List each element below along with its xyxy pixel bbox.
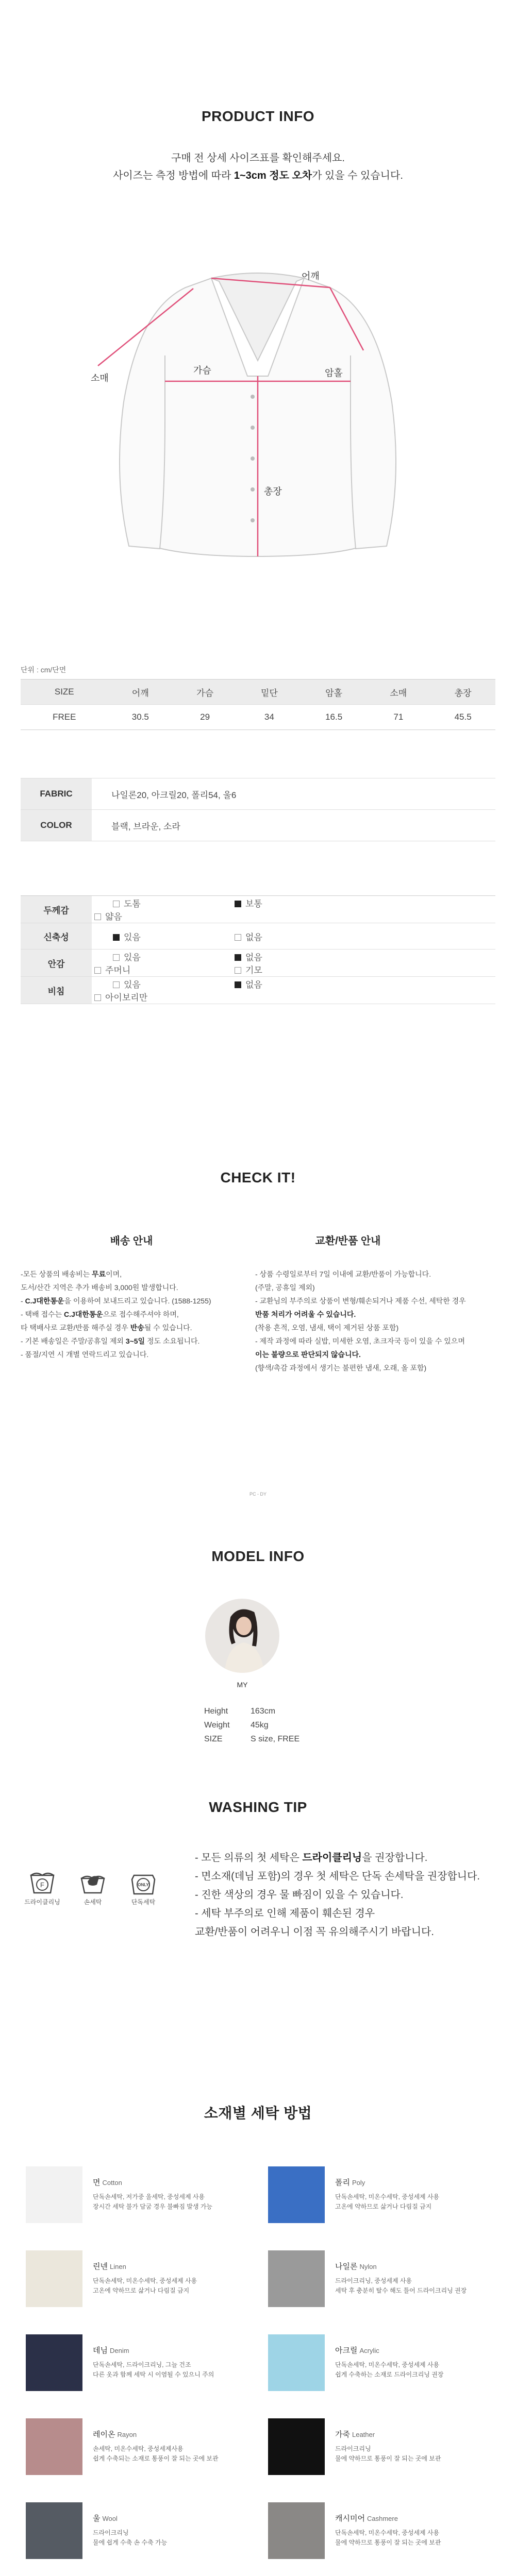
fabric-name: 가죽 Leather	[335, 2430, 375, 2439]
size-header: 암홀	[302, 680, 367, 705]
option-label: 신축성	[21, 923, 92, 950]
model-size: SIZE S size, FREE	[204, 1735, 300, 1743]
exchange-list	[255, 1267, 466, 1375]
chest-label: 가슴	[193, 365, 211, 376]
option-choice: 있음	[92, 930, 232, 943]
list-item: (착용 흔적, 오염, 냄새, 택이 제거된 상품 포함)	[255, 1324, 399, 1332]
size-cell: 45.5	[430, 705, 495, 730]
option-choice: 있음	[92, 977, 232, 990]
wash-line: - 모든 의류의 첫 세탁은 드라이클리닝을 권장합니다.	[195, 1852, 428, 1863]
size-notice-line2: 사이즈는 측정 방법에 따라 1~3cm 정도 오차가 있을 수 있습니다.	[113, 170, 403, 181]
option-choice: 없음	[232, 930, 373, 943]
unchecked-box-icon	[113, 901, 120, 907]
option-choice: 있음	[92, 950, 232, 963]
fabric-name: 린넨 Linen	[93, 2262, 126, 2271]
checked-box-icon	[235, 901, 241, 907]
size-cell: 29	[173, 705, 237, 730]
table-row	[21, 977, 495, 1004]
checked-box-icon	[235, 954, 241, 961]
svg-text:F: F	[40, 1881, 44, 1889]
dry-clean-icon: F 드라이클리닝	[16, 1870, 68, 1906]
fabric-swatch	[26, 2334, 82, 2391]
size-notice-line1: 구매 전 상세 사이즈표를 확인해주세요.	[171, 152, 345, 164]
model-avatar	[204, 1597, 281, 1674]
model-info-title: MODEL INFO	[211, 1548, 305, 1564]
list-item: - C.J대한통운을 이용하여 보내드리고 있습니다. (1588-1255)	[21, 1297, 211, 1305]
fabric-name: 면 Cotton	[93, 2178, 122, 2187]
unchecked-box-icon	[113, 981, 120, 988]
size-unit: 단위 : cm/단면	[21, 666, 66, 674]
checked-box-icon	[235, 981, 241, 988]
list-item: - 기본 배송일은 주말/공휴일 제외 3~5일 정도 소요됩니다.	[21, 1337, 200, 1345]
length-label: 총장	[264, 486, 282, 497]
fabric-swatch	[26, 2166, 82, 2223]
measurement-diagram	[93, 247, 423, 598]
list-item: 도서/산간 지역은 추가 배송비 3,000원 발생합니다.	[21, 1283, 178, 1292]
list-item: - 택배 접수는 C.J대한통운으로 접수해주셔야 하며,	[21, 1310, 179, 1318]
option-choice: 얇음	[92, 909, 232, 922]
option-choice: 기모	[232, 963, 373, 976]
sleeve-label: 소매	[91, 373, 109, 383]
fabric-swatch	[268, 2166, 325, 2223]
option-label: 안감	[21, 950, 92, 977]
list-item: (주말, 공휴일 제외)	[255, 1283, 315, 1292]
fabric-name: 레이온 Rayon	[93, 2430, 137, 2439]
fabric-description: 단독손세탁, 미온수세탁, 중성세제 사용 쉽게 수축하는 소재로 드라이크리닝 권장	[335, 2361, 444, 2378]
fabric-name: 폴리 Poly	[335, 2178, 365, 2187]
fabric-swatch	[26, 2250, 82, 2307]
unchecked-box-icon	[235, 967, 241, 974]
unchecked-box-icon	[113, 954, 120, 961]
fabric-description: 단독손세탁, 미온수세탁, 중성세제 사용 고온에 약하므로 삶거나 다림질 금지	[93, 2277, 197, 2294]
fabric-description: 드라이크리닝 물에 약하므로 통풍이 잘 되는 곳에 보관	[335, 2445, 441, 2462]
materials-title: 소재별 세탁 방법	[204, 2105, 312, 2121]
unchecked-box-icon	[94, 994, 101, 1001]
list-item: 반품 처리가 어려울 수 있습니다.	[255, 1310, 356, 1318]
fabric-name: 나일론 Nylon	[335, 2262, 377, 2271]
option-choice: 없음	[232, 950, 373, 963]
hand-wash-icon: 손세탁	[67, 1870, 119, 1906]
washing-tip-title: WASHING TIP	[209, 1799, 307, 1815]
list-item: - 교환님의 부주의로 상품이 변형/훼손되거나 제품 수선, 세탁한 경우	[255, 1297, 466, 1305]
wash-line: 교환/반품이 어려우니 이점 꼭 유의해주시기 바랍니다.	[195, 1926, 434, 1938]
svg-text:ONLY: ONLY	[138, 1883, 149, 1887]
size-header: 밑단	[237, 680, 302, 705]
shoulder-label: 어깨	[302, 271, 320, 281]
size-cell: 34	[237, 705, 302, 730]
fabric-swatch	[268, 2334, 325, 2391]
option-choice: 없음	[232, 977, 373, 990]
fabric-swatch	[268, 2418, 325, 2475]
fabric-swatch	[268, 2250, 325, 2307]
table-row	[21, 950, 495, 977]
option-choice: 도톰	[92, 896, 232, 909]
fabric-name: 캐시미어 Cashmere	[335, 2514, 398, 2523]
wash-line: - 세탁 부주의로 인해 제품이 훼손된 경우	[195, 1908, 375, 1919]
table-row	[21, 896, 495, 923]
option-choice: 아이보리만	[92, 990, 232, 1003]
option-choice: 주머니	[92, 963, 232, 976]
check-it-title: CHECK IT!	[220, 1170, 296, 1185]
list-item: - 제작 과정에 따라 실밥, 미세한 오염, 초크자국 등이 있을 수 있으며	[255, 1337, 465, 1345]
fabric-value: 나일론20, 아크릴20, 폴리54, 울6	[92, 778, 495, 810]
size-cell: 16.5	[302, 705, 367, 730]
fabric-description: 단독손세탁, 드라이크리닝, 그늘 건조 다른 옷과 함께 세탁 시 이염될 수 있으니 주의	[93, 2361, 214, 2378]
washing-tips	[195, 1849, 480, 1941]
fabric-name: 아크릴 Acrylic	[335, 2346, 379, 2355]
wash-line: - 진한 색상의 경우 물 빠짐이 있을 수 있습니다.	[195, 1889, 404, 1901]
fabric-name: 데님 Denim	[93, 2346, 129, 2355]
list-item: - 상품 수령일로부터 7일 이내에 교환/반품이 가능합니다.	[255, 1270, 431, 1278]
option-choice: 보통	[232, 896, 373, 909]
option-label: 두께감	[21, 896, 92, 923]
fabric-swatch	[268, 2502, 325, 2559]
fabric-name: 울 Wool	[93, 2514, 118, 2523]
fabric-description: 드라이크리닝 물에 쉽게 수축 손 수축 가능	[93, 2529, 168, 2546]
fabric-description: 단독손세탁, 미온수세탁, 중성세제 사용 고온에 약하므로 삶거나 다림질 금지	[335, 2193, 440, 2210]
size-cell: 30.5	[108, 705, 173, 730]
exchange-title: 교환/반품 안내	[315, 1235, 381, 1247]
product-info-title: PRODUCT INFO	[201, 108, 315, 124]
size-header: 소매	[366, 680, 430, 705]
size-header: 가슴	[173, 680, 237, 705]
option-label: 비침	[21, 977, 92, 1004]
unchecked-box-icon	[235, 934, 241, 941]
unchecked-box-icon	[94, 967, 101, 974]
fabric-description: 손세탁, 미온수세탁, 중성세제사용 쉽게 수축되는 소재로 통풍이 잘 되는 곳에 보관	[93, 2445, 219, 2462]
table-row	[21, 923, 495, 950]
wash-line: - 면소재(데님 포함)의 경우 첫 세탁은 단독 손세탁을 권장합니다.	[195, 1871, 480, 1882]
color-value: 블랙, 브라운, 소라	[92, 810, 495, 841]
fabric-table	[21, 778, 495, 841]
model-height: Height 163cm	[204, 1707, 276, 1716]
size-cell: 71	[366, 705, 430, 730]
size-header: 어깨	[108, 680, 173, 705]
fabric-description: 단독손세탁, 미온수세탁, 중성세제 사용 물에 약하므로 통풍이 잘 되는 곳에 보관	[335, 2529, 441, 2546]
size-header: SIZE	[21, 680, 108, 705]
fabric-swatch	[26, 2418, 82, 2475]
unchecked-box-icon	[94, 913, 101, 920]
small-mark: PC - DY	[249, 1492, 267, 1497]
armhole-label: 암홀	[325, 368, 343, 378]
fabric-description: 단독손세탁, 저가중 울세탁, 중성세제 사용 장시간 세탁 불가 담굼 경우 불빠짐 발생 가능	[93, 2193, 212, 2210]
list-item: (향색/촉감 과정에서 생기는 불편한 냄새, 오래, 올 포함)	[255, 1364, 427, 1372]
table-row	[21, 705, 495, 730]
checked-box-icon	[113, 934, 120, 941]
list-item: - 품절/지연 시 개별 연락드리고 있습니다.	[21, 1350, 149, 1359]
delivery-list	[21, 1267, 211, 1361]
size-cell: FREE	[21, 705, 108, 730]
model-weight: Weight 45kg	[204, 1721, 269, 1730]
list-item: -모든 상품의 배송비는 무료이며,	[21, 1270, 122, 1278]
fabric-swatch	[26, 2502, 82, 2559]
delivery-title: 배송 안내	[110, 1235, 153, 1247]
fabric-description: 드라이크리닝, 중성세제 사용 세탁 후 충분히 탈수 해도 틀어 드라이크리닝 권장	[335, 2277, 467, 2294]
model-name: MY	[237, 1681, 248, 1689]
color-label: COLOR	[21, 810, 92, 841]
single-wash-icon: ONLY 단독세탁	[118, 1870, 169, 1906]
options-table	[21, 895, 495, 1004]
size-table	[21, 679, 495, 730]
size-header: 총장	[430, 680, 495, 705]
fabric-label: FABRIC	[21, 778, 92, 810]
list-item: 타 택배사로 교환/반품 해주실 경우 반송될 수 있습니다.	[21, 1324, 192, 1332]
list-item: 이는 불량으로 판단되지 않습니다.	[255, 1350, 361, 1359]
